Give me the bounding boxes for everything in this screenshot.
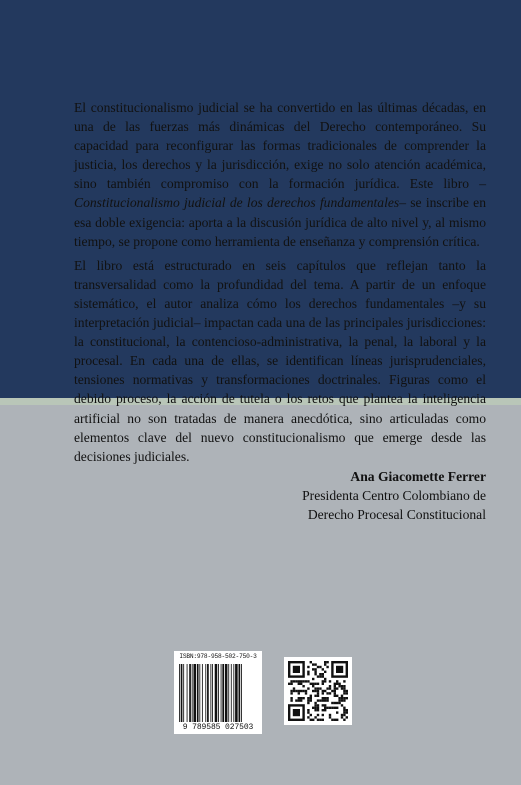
blurb-paragraph-1 — [74, 98, 486, 251]
isbn-label: ISBN:978-958-502-750-3 — [179, 653, 257, 660]
paragraph-1-lead: El constitucionalismo judicial se ha convertido en las últimas décadas, en una de las fuerzas más dinámicas del Derecho contemporáneo. Su capacidad para reconfigurar las formas tradicionales de comprender la justicia, los derechos y la jurisdicción, exige no solo atención académica, sino también compromiso con la formación jurídica. Este libro – — [74, 100, 486, 192]
qr-code — [284, 657, 352, 725]
book-title: Constitucionalismo judicial de los derechos fundamentales — [74, 195, 400, 211]
barcode-number: 9 789585 027503 — [182, 723, 254, 732]
signature-name: Ana Giacomette Ferrer — [350, 469, 486, 484]
qr-code-icon — [288, 661, 348, 721]
barcode — [174, 651, 262, 734]
barcode-bars — [178, 664, 258, 722]
paragraph-1-tail: – se inscribe en esa doble exigencia: aporta a la discusión jurídica de alto nivel y, al mismo tiempo, se propone como herramienta de enseñanza y comprensión crítica. — [74, 195, 486, 249]
signature-role-line-1: Presidenta Centro Colombiano de — [302, 488, 486, 503]
blurb-paragraph-2: El libro está estructurado en seis capítulos que reflejan tanto la transversalidad como la profundidad del tema. A partir de un enfoque sistemático, el autor analiza cómo los derechos fundamentales –y su interpretación judicial– impactan cada una de las principales jurisdicciones: la constitucional, la contencioso-administrativa, la penal, la laboral y la procesal. En cada una de ellas, se identifican líneas jurisprudenciales, tensiones normativas y transformaciones doctrinales. Figuras como el debido proceso, la acción de tutela o los retos que plantea la inteligencia artificial no son tratadas de manera anecdótica, sino articuladas como elementos clave del nuevo constitucionalismo que emerge desde las decisiones judiciales. — [74, 257, 486, 464]
signature-role-line-2: Derecho Procesal Constitucional — [307, 507, 486, 522]
signature — [268, 467, 486, 524]
cover-blurb — [74, 98, 486, 466]
